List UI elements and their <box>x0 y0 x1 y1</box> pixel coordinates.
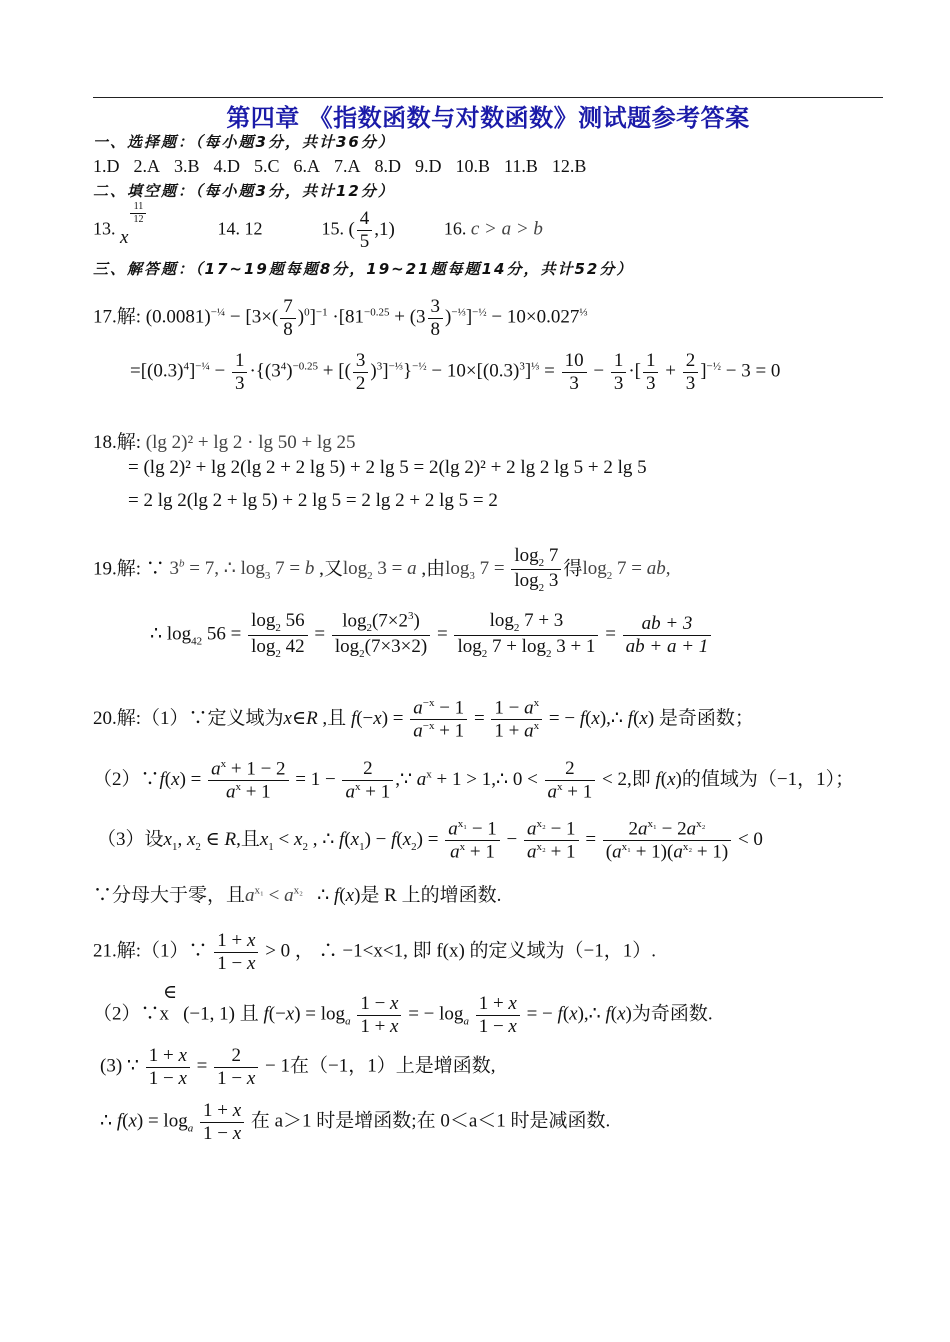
q21-part3: (3) ∵ $\frac{1 + x}{1 - x}$ = $\frac{2}{1 - x}$ − 1在（−1，1）上是增函数, <box>100 1045 496 1089</box>
q21-part1: 21.解:（1）∵ $\frac{1 + x}{1 - x}$ > 0 ， ∴ −1<x<1, 即 f(x) 的定义域为（−1，1）. <box>93 930 657 974</box>
answer: 6.A <box>293 156 321 176</box>
q18-line2: = (lg 2)² + lg 2(lg 2 + 2 lg 5) + 2 lg 5 = 2(lg 2)² + 2 lg 2 lg 5 + 2 lg 5 <box>128 457 647 478</box>
q17-line1: 17.解: $(0.0081)^{-\frac{1}{4}} - [3\times$( $\frac{7}{8}$ )$^0]^{-1} \cdot[81^{-0.25} + (3$ $\frac{3}{8}$ )$^{-\frac{1}{3}}]^{-\frac{1}{2}} - 10\times 0.027^{\frac{1}{3}}$ <box>93 296 588 340</box>
q20-part1: 20.解:（1）∵定义域为x∈R ,且 f(−x) = $\frac{a^{-x} - 1}{a^{-x} + 1}$ = $\frac{1 - a^x}{1 + a^x}$ = − f(x),∴ f(x) 是奇函数； <box>93 697 754 742</box>
q19-line1: 19.解: ∵ $3^b = 7$, ∴ $\log_3 7 = b$ ,又$\log_2 3 = a$ ,由$\log_3 7$ = $\frac{\log_2 7}{\log_2 3}$ 得$\log_2 7$ = ab, <box>93 545 671 595</box>
q18-line1: 18.解: (lg 2)² + lg 2 · lg 50 + lg 25 <box>93 432 356 453</box>
answer: 12.B <box>551 156 587 176</box>
q20-part4: ∵分母大于零，且$a^{x_1} < a^{x_2}$ ∴ f(x)是 R 上的增函数. <box>93 884 502 906</box>
answer: 5.C <box>254 156 280 176</box>
fill-answers: 13. x $^{\frac{11}{12}}$ 14. 12 15. ( $\frac{4}{5}$ ,1) 16. c > a > b <box>93 201 543 252</box>
page-title: 第四章 《指数函数与对数函数》测试题参考答案 <box>226 104 750 132</box>
q20-part2: （2）∵f(x) = $\frac{a^x + 1 - 2}{a^x + 1}$ = 1 − $\frac{2}{a^x + 1}$ ,∵ $a^x + 1$ > 1,∴ 0 < $\frac{2}{a^x + 1}$ < 2,即 f(x)的值域为（−1，1）； <box>93 758 855 803</box>
answer: 9.D <box>415 156 442 176</box>
answer: 11.B <box>504 156 538 176</box>
section-heading-choice: 一、选择题：（每小题3分，共计36分） <box>93 133 395 151</box>
answer: 4.D <box>213 156 241 176</box>
answer: 1.D <box>93 156 120 176</box>
q19-line2: ∴ $\log_{42} 56$ = $\frac{\log_2 56}{\log_2 42}$ = $\frac{\log_2(7\times 2^3)}{\log_2(7\times 3\times 2)}$ = $\frac{\log_2 7 + 3}{\log_2 7 + \log_2 3 + 1}$ = $\frac{ab + 3}{ab + a + 1}$ <box>150 610 713 660</box>
answer: 10.B <box>455 156 491 176</box>
q17-line2: $=[(0.3)^4]^{-\frac{1}{4}}$ − $\frac{1}{3}$ $\cdot\{(3^4)^{-0.25}$ + [( $\frac{3}{2}$ )$^3]^{-\frac{1}{3}}\}^{-\frac{1}{2}} - 10\times[(0.3)^3]^{\frac{1}{3}}$ = $\frac{10}{3}$ − $\frac{1}{3}$ ·[ $\frac{1}{3}$ + $\frac{2}{3}$ ]$^{-\frac{1}{2}}$ − 3 = 0 <box>130 350 781 394</box>
answer: 3.B <box>174 156 200 176</box>
answer: 8.D <box>374 156 402 176</box>
section-heading-solutions: 三、解答题：（17~19题每题8分，19~21题每题14分，共计52分） <box>93 260 634 278</box>
answer: 7.A <box>334 156 361 176</box>
answer: 2.A <box>133 156 160 176</box>
q21-part4: ∴ $f(x) = \log_a$ $\frac{1 + x}{1 - x}$ 在 a＞1 时是增函数;在 0＜a＜1 时是减函数. <box>100 1100 611 1144</box>
q18-line3: = 2 lg 2(lg 2 + lg 5) + 2 lg 5 = 2 lg 2 + 2 lg 5 = 2 <box>128 490 498 511</box>
section-heading-fill: 二、填空题：（每小题3分，共计12分） <box>93 182 395 200</box>
choice-answers <box>93 156 600 177</box>
q20-part3: （3）设$x_1$, $x_2$ ∈ R,且$x_1 < x_2$ , ∴ $f(x_1) - f(x_2)$ = $\frac{a^{x_1} - 1}{a^x + 1}$ − $\frac{a^{x_2} - 1}{a^{x_2} + 1}$ = $\frac{2a^{x_1} - 2a^{x_2}}{(a^{x_1} + 1)(a^{x_2} + 1)}$ < 0 <box>97 818 763 863</box>
q21-part2: （2）∵x∈(−1, 1) 且 $f(-x) = \log_a$ $\frac{1 - x}{1 + x}$ = − $\log_a$ $\frac{1 + x}{1 - x}$ = − f(x),∴ f(x)为奇函数. <box>93 981 713 1037</box>
